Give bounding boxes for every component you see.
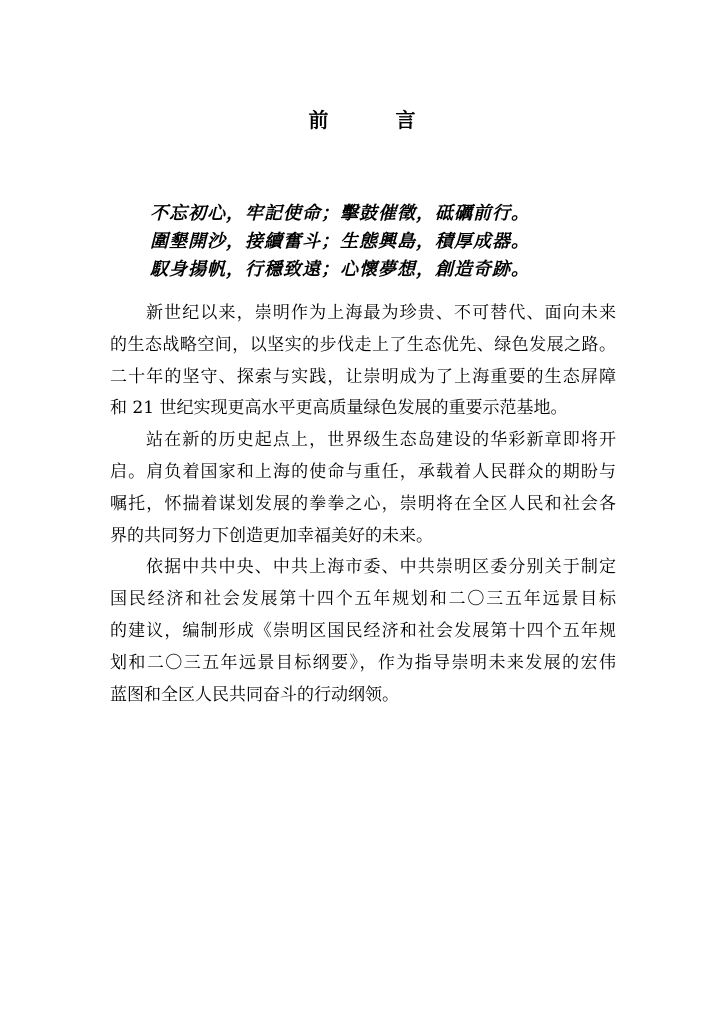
paragraph-line: 国民经济和社会发展第十四个五年规划和二〇三五年远景目标 xyxy=(110,589,616,610)
verse-line: 圍墾開沙，接續奮斗；生態興島，積厚成器。 xyxy=(150,231,530,252)
calligraphy-verse xyxy=(150,200,610,284)
verse-line: 不忘初心，牢記使命；擊鼓催徵，砥礪前行。 xyxy=(150,203,530,224)
paragraph-line: 二十年的坚守、探索与实践，让崇明成为了上海重要的生态屏障 xyxy=(110,366,616,387)
paragraph-line: 和 21 世纪实现更高水平更高质量绿色发展的重要示范基地。 xyxy=(110,398,568,419)
paragraph-1 xyxy=(110,298,616,425)
paragraph-line: 依据中共中央、中共上海市委、中共崇明区委分别关于制定 xyxy=(146,557,616,578)
body-text xyxy=(110,298,616,711)
paragraph-line: 界的共同努力下创造更加幸福美好的未来。 xyxy=(110,525,433,546)
paragraph-line: 启。肩负着国家和上海的使命与重任，承载着人民群众的期盼与 xyxy=(110,461,616,482)
paragraph-line: 划和二〇三五年远景目标纲要》，作为指导崇明未来发展的宏伟 xyxy=(110,652,616,673)
verse-line: 馭身揚帆，行穩致遠；心懷夢想，創造奇跡。 xyxy=(150,259,530,280)
paragraph-line: 嘱托，怀揣着谋划发展的拳拳之心，崇明将在全区人民和社会各 xyxy=(110,493,616,514)
paragraph-2 xyxy=(110,425,616,552)
paragraph-line: 蓝图和全区人民共同奋斗的行动纲领。 xyxy=(110,684,399,705)
paragraph-line: 站在新的历史起点上，世界级生态岛建设的华彩新章即将开 xyxy=(146,430,616,451)
page-title: 前 言 xyxy=(308,108,446,132)
paragraph-line: 新世纪以来，崇明作为上海最为珍贵、不可替代、面向未来 xyxy=(146,303,616,323)
paragraph-line: 的建议，编制形成《崇明区国民经济和社会发展第十四个五年规 xyxy=(110,620,616,641)
paragraph-3 xyxy=(110,552,616,711)
paragraph-line: 的生态战略空间，以坚实的步伐走上了生态优先、绿色发展之路。 xyxy=(110,334,616,355)
